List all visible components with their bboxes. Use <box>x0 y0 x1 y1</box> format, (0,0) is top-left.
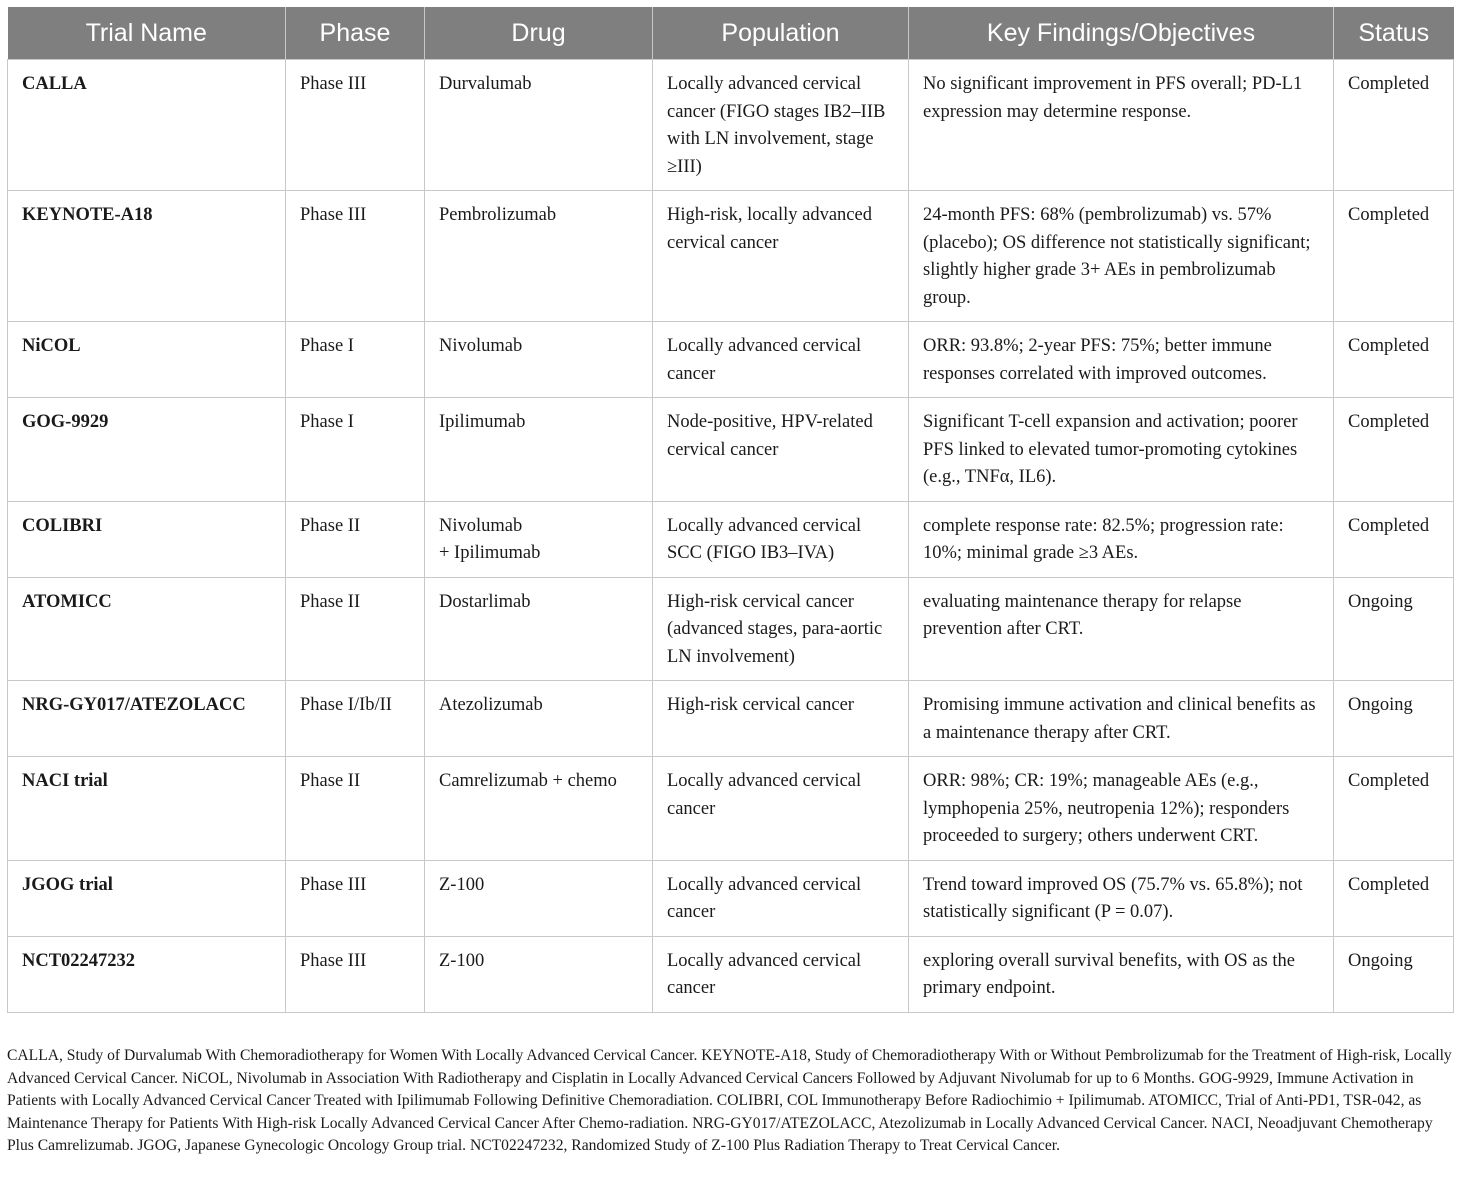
cell-status: Completed <box>1334 60 1454 191</box>
cell-key-findings: No significant improvement in PFS overall; PD-L1 expression may determine response. <box>909 60 1334 191</box>
cell-trial-name: CALLA <box>8 60 286 191</box>
cell-key-findings: ORR: 93.8%; 2-year PFS: 75%; better immune responses correlated with improved outcomes. <box>909 322 1334 398</box>
cell-key-findings: evaluating maintenance therapy for relapse prevention after CRT. <box>909 577 1334 681</box>
cell-status: Ongoing <box>1334 681 1454 757</box>
cell-drug: Atezolizumab <box>425 681 653 757</box>
header-key-findings: Key Findings/Objectives <box>909 7 1334 60</box>
cell-trial-name: GOG-9929 <box>8 398 286 502</box>
table-header <box>8 7 1454 60</box>
cell-population: High-risk cervical cancer <box>653 681 909 757</box>
cell-status: Completed <box>1334 191 1454 322</box>
table-row <box>8 501 1454 577</box>
cell-status: Ongoing <box>1334 577 1454 681</box>
table-row <box>8 191 1454 322</box>
table-row <box>8 757 1454 861</box>
cell-status: Completed <box>1334 860 1454 936</box>
cell-population: Locally advanced cervical cancer <box>653 860 909 936</box>
cell-trial-name: NACI trial <box>8 757 286 861</box>
table-row <box>8 322 1454 398</box>
header-trial-name: Trial Name <box>8 7 286 60</box>
cell-key-findings: Significant T-cell expansion and activation; poorer PFS linked to elevated tumor-promoting cytokines (e.g., TNFα, IL6). <box>909 398 1334 502</box>
table-row <box>8 60 1454 191</box>
cell-drug: Z-100 <box>425 860 653 936</box>
trials-table <box>7 7 1454 1013</box>
cell-drug: Durvalumab <box>425 60 653 191</box>
cell-key-findings: ORR: 98%; CR: 19%; manageable AEs (e.g., lymphopenia 25%, neutropenia 12%); responders proceeded to surgery; others underwent CRT. <box>909 757 1334 861</box>
header-population: Population <box>653 7 909 60</box>
cell-trial-name: JGOG trial <box>8 860 286 936</box>
cell-key-findings: exploring overall survival benefits, with OS as the primary endpoint. <box>909 936 1334 1012</box>
table-row <box>8 936 1454 1012</box>
cell-phase: Phase I/Ib/II <box>286 681 425 757</box>
cell-key-findings: Promising immune activation and clinical benefits as a maintenance therapy after CRT. <box>909 681 1334 757</box>
cell-phase: Phase I <box>286 322 425 398</box>
cell-drug: Nivolumab <box>425 322 653 398</box>
cell-trial-name: ATOMICC <box>8 577 286 681</box>
cell-drug: Dostarlimab <box>425 577 653 681</box>
cell-key-findings: Trend toward improved OS (75.7% vs. 65.8%); not statistically significant (P = 0.07). <box>909 860 1334 936</box>
cell-status: Ongoing <box>1334 936 1454 1012</box>
cell-drug: Z-100 <box>425 936 653 1012</box>
cell-phase: Phase I <box>286 398 425 502</box>
table-footnote: CALLA, Study of Durvalumab With Chemoradiotherapy for Women With Locally Advanced Cervical Cancer. KEYNOTE-A18, Study of Chemoradiotherapy With or Without Pembrolizumab for the Treatment of High-risk, Locally Advanced Cervical Cancer. NiCOL, Nivolumab in Association With Radiotherapy and Cisplatin in Locally Advanced Cervical Cancers Followed by Adjuvant Nivolumab for up to 6 Months. GOG-9929, Immune Activation in Patients with Locally Advanced Cervical Cancer Treated with Ipilimumab Following Definitive Chemoradiation. COLIBRI, COL Immunotherapy Before Radiochimio + Ipilimumab. ATOMICC, Trial of Anti-PD1, TSR-042, as Maintenance Therapy for Patients With High-risk Locally Advanced Cervical Cancer After Chemo-radiation. NRG-GY017/ATEZOLACC, Atezolizumab in Locally Advanced Cervical Cancer. NACI, Neoadjuvant Chemotherapy Plus Camrelizumab. JGOG, Japanese Gynecologic Oncology Group trial. NCT02247232, Randomized Study of Z-100 Plus Radiation Therapy to Treat Cervical Cancer. <box>7 1047 1452 1154</box>
cell-key-findings: 24-month PFS: 68% (pembrolizumab) vs. 57% (placebo); OS difference not statistically significant; slightly higher grade 3+ AEs in pembrolizumab group. <box>909 191 1334 322</box>
cell-trial-name: KEYNOTE-A18 <box>8 191 286 322</box>
cell-phase: Phase II <box>286 757 425 861</box>
header-phase: Phase <box>286 7 425 60</box>
cell-population: Locally advanced cervical cancer <box>653 936 909 1012</box>
cell-population: High-risk, locally advanced cervical cancer <box>653 191 909 322</box>
cell-trial-name: COLIBRI <box>8 501 286 577</box>
cell-phase: Phase II <box>286 577 425 681</box>
cell-status: Completed <box>1334 501 1454 577</box>
cell-population: Node-positive, HPV-related cervical cancer <box>653 398 909 502</box>
cell-phase: Phase II <box>286 501 425 577</box>
cell-status: Completed <box>1334 757 1454 861</box>
cell-population: Locally advanced cervical SCC (FIGO IB3–IVA) <box>653 501 909 577</box>
cell-trial-name: NCT02247232 <box>8 936 286 1012</box>
cell-phase: Phase III <box>286 860 425 936</box>
cell-status: Completed <box>1334 398 1454 502</box>
header-status: Status <box>1334 7 1454 60</box>
cell-key-findings: complete response rate: 82.5%; progression rate: 10%; minimal grade ≥3 AEs. <box>909 501 1334 577</box>
table-row <box>8 860 1454 936</box>
cell-status: Completed <box>1334 322 1454 398</box>
cell-drug: Nivolumab + Ipilimumab <box>425 501 653 577</box>
cell-phase: Phase III <box>286 936 425 1012</box>
table-body <box>8 60 1454 1013</box>
header-drug: Drug <box>425 7 653 60</box>
cell-phase: Phase III <box>286 60 425 191</box>
cell-population: Locally advanced cervical cancer <box>653 322 909 398</box>
cell-population: Locally advanced cervical cancer <box>653 757 909 861</box>
cell-drug: Pembrolizumab <box>425 191 653 322</box>
cell-trial-name: NRG-GY017/ATEZOLACC <box>8 681 286 757</box>
cell-drug: Ipilimumab <box>425 398 653 502</box>
header-row <box>8 7 1454 60</box>
cell-drug: Camrelizumab + chemo <box>425 757 653 861</box>
trials-table-container <box>7 7 1453 1013</box>
table-row <box>8 681 1454 757</box>
cell-trial-name: NiCOL <box>8 322 286 398</box>
cell-population: High-risk cervical cancer (advanced stages, para-aortic LN involvement) <box>653 577 909 681</box>
table-row <box>8 577 1454 681</box>
table-row <box>8 398 1454 502</box>
cell-population: Locally advanced cervical cancer (FIGO stages IB2–IIB with LN involvement, stage ≥III) <box>653 60 909 191</box>
cell-phase: Phase III <box>286 191 425 322</box>
